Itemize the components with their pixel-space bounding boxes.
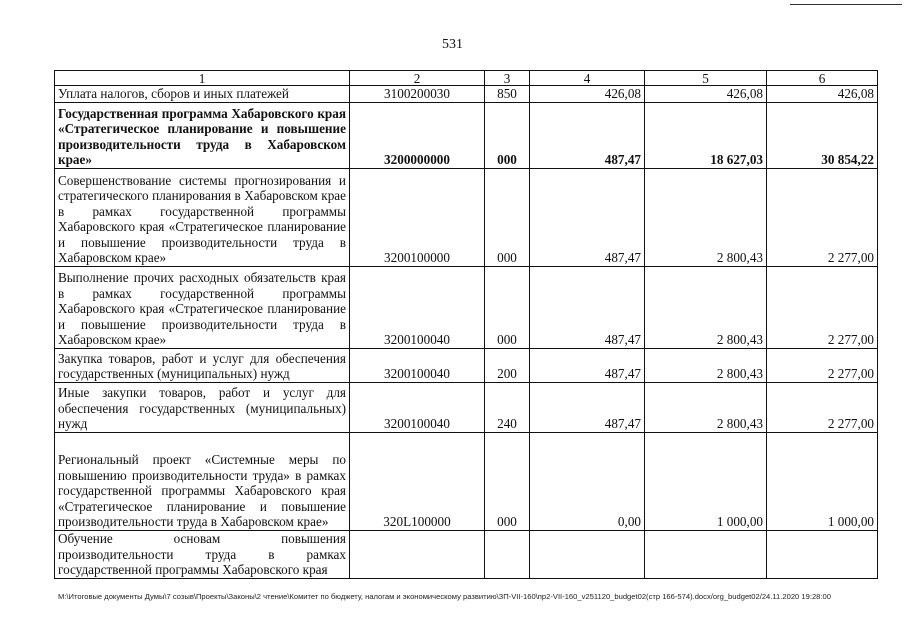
row-code: 320L100000 [350, 432, 485, 530]
column-header: 2 [350, 71, 485, 86]
row-value-6: 1 000,00 [767, 432, 878, 530]
column-header: 3 [485, 71, 530, 86]
row-value-5: 2 800,43 [645, 168, 767, 266]
row-code: 3200100000 [350, 168, 485, 266]
row-value-4: 487,47 [530, 168, 645, 266]
row-type: 000 [485, 102, 530, 168]
row-value-4: 426,08 [530, 86, 645, 103]
row-type [485, 530, 530, 578]
row-name: Закупка товаров, работ и услуг для обеспечения государственных (муниципальных) нужд [55, 348, 350, 382]
row-name: Совершенствование системы прогнозирования и стратегического планирования в Хабаровском крае в рамках государственной программы Хабаровского края «Стратегическое планирование и повышение производительности труда в Хабаровском крае» [55, 168, 350, 266]
table-row [55, 530, 878, 578]
row-value-5: 18 627,03 [645, 102, 767, 168]
row-value-4: 487,47 [530, 382, 645, 432]
file-path-footer: M:\Итоговые документы Думы\7 созыв\Проекты\Законы\2 чтение\Комитет по бюджету, налогам и экономическому развитию\ЗП-VII-160\пр2-VII-160_v251120_budget02(стр 166-574).docx/org_budget02/24.11.2020 19:28:00 [58, 592, 831, 601]
row-value-4: 487,47 [530, 102, 645, 168]
row-value-5: 2 800,43 [645, 382, 767, 432]
row-value-6: 2 277,00 [767, 266, 878, 348]
row-value-6: 426,08 [767, 86, 878, 103]
row-code: 3200100040 [350, 382, 485, 432]
row-code [350, 530, 485, 578]
row-name: Выполнение прочих расходных обязательств края в рамках государственной программы Хабаровского края «Стратегическое планирование и повышение производительности труда в Хабаровском крае» [55, 266, 350, 348]
row-name: Обучение основам повышения производительности труда в рамках государственной программы Хабаровского края [55, 530, 350, 578]
row-value-5: 2 800,43 [645, 348, 767, 382]
row-type: 000 [485, 432, 530, 530]
row-type: 200 [485, 348, 530, 382]
row-type: 240 [485, 382, 530, 432]
row-value-4: 0,00 [530, 432, 645, 530]
row-value-6: 2 277,00 [767, 168, 878, 266]
row-name: Уплата налогов, сборов и иных платежей [55, 86, 350, 103]
budget-table [54, 70, 878, 579]
table-row [55, 86, 878, 103]
row-value-6: 2 277,00 [767, 348, 878, 382]
top-rule [790, 4, 902, 5]
row-value-5: 426,08 [645, 86, 767, 103]
table-header-row [55, 71, 878, 86]
table-row [55, 348, 878, 382]
row-type: 000 [485, 266, 530, 348]
row-name: Региональный проект «Системные меры по повышению производительности труда» в рамках государственной программы Хабаровского края «Стратегическое планирование и повышение производительности труда в Хабаровском крае» [55, 432, 350, 530]
row-name: Государственная программа Хабаровского края «Стратегическое планирование и повышение производительности труда в Хабаровском крае» [55, 102, 350, 168]
table-row [55, 266, 878, 348]
row-value-4: 487,47 [530, 348, 645, 382]
row-value-5: 2 800,43 [645, 266, 767, 348]
row-value-6 [767, 530, 878, 578]
row-code: 3200000000 [350, 102, 485, 168]
column-header: 5 [645, 71, 767, 86]
table-row [55, 432, 878, 530]
table-row [55, 102, 878, 168]
column-header: 6 [767, 71, 878, 86]
table-row [55, 168, 878, 266]
column-header: 1 [55, 71, 350, 86]
row-value-5 [645, 530, 767, 578]
table-row [55, 382, 878, 432]
row-type: 850 [485, 86, 530, 103]
row-type: 000 [485, 168, 530, 266]
column-header: 4 [530, 71, 645, 86]
page-number: 531 [442, 37, 463, 52]
row-code: 3200100040 [350, 348, 485, 382]
row-value-6: 2 277,00 [767, 382, 878, 432]
row-name: Иные закупки товаров, работ и услуг для обеспечения государственных (муниципальных) нужд [55, 382, 350, 432]
row-code: 3100200030 [350, 86, 485, 103]
row-value-5: 1 000,00 [645, 432, 767, 530]
row-code: 3200100040 [350, 266, 485, 348]
row-value-4 [530, 530, 645, 578]
row-value-6: 30 854,22 [767, 102, 878, 168]
row-value-4: 487,47 [530, 266, 645, 348]
